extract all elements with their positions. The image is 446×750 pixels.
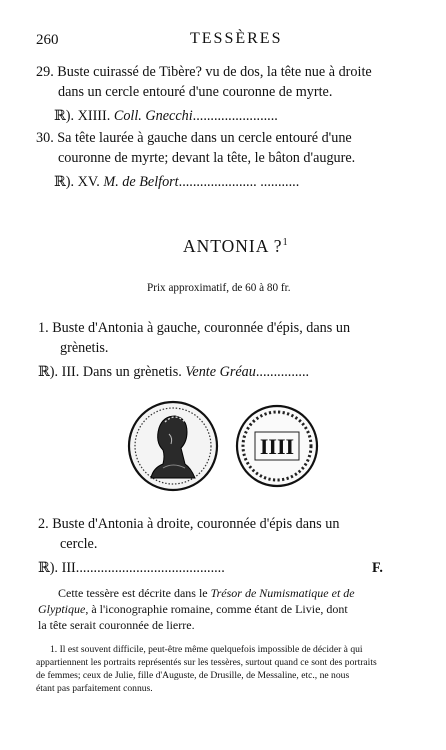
- reverse-number: III: [61, 560, 76, 576]
- item-29-line-1: [36, 64, 372, 81]
- coin-obverse: [129, 402, 217, 490]
- reverse-number: XIIII.: [77, 108, 111, 124]
- item-29-line-2: dans un cercle entouré d'une couronne de myrte.: [58, 84, 333, 100]
- footnote-line-3: de femmes; ceux de Julie, fille d'Auguste, de Drusille, de Messaline, etc., ne nous: [36, 670, 350, 681]
- item-number: 2.: [38, 516, 49, 532]
- item-text: Buste d'Antonia à gauche, couronnée d'épis, dans un: [52, 320, 351, 336]
- footnote-line-2: appartiennent les portraits représentés sur les tessères, surtout quand ce sont des portraits: [36, 657, 377, 668]
- leader-dots: ...................... ...........: [178, 174, 300, 190]
- item-number: 29.: [36, 64, 54, 80]
- item-30-reverse: [54, 174, 299, 191]
- reverse-mark: ℝ).: [54, 174, 75, 190]
- footnote-line-1: 1. Il est souvent difficile, peut-être même quelquefois impossible de décider à qui: [50, 644, 363, 655]
- note-line-1: Cette tessère est décrite dans le Trésor de Numismatique et de: [58, 586, 355, 600]
- item-29-reverse: [54, 108, 278, 125]
- coin-reverse: [237, 406, 317, 486]
- item-2-reverse: [38, 560, 225, 577]
- page-number: 260: [36, 32, 59, 48]
- item-number: 1.: [38, 320, 49, 336]
- leader-dots: ........................: [192, 108, 278, 124]
- rarity-mark: F.: [372, 560, 383, 576]
- reverse-mark: ℝ).: [38, 560, 59, 576]
- item-30-line-1: [36, 130, 352, 147]
- item-number: 30.: [36, 130, 54, 146]
- reverse-text: III. Dans un grènetis.: [61, 364, 182, 380]
- note-line-3: la tête serait couronnée de lierre.: [38, 618, 195, 632]
- item-text: Buste d'Antonia à droite, couronnée d'épis dans un: [52, 516, 340, 532]
- coin-drawing: [125, 398, 325, 494]
- item-30-line-2: couronne de myrte; devant la tête, le bâton d'augure.: [58, 150, 356, 166]
- price-line: Prix approximatif, de 60 à 80 fr.: [147, 282, 291, 294]
- reverse-owner: Vente Gréau: [185, 364, 256, 380]
- coin-reverse-text: IIII: [259, 434, 295, 459]
- leader-dots: ...............: [255, 364, 310, 380]
- reverse-mark: ℝ).: [54, 108, 75, 124]
- item-2-line-1: [38, 516, 339, 533]
- section-title: ANTONIA ?$^1$: [183, 236, 289, 256]
- coin-illustration: [125, 398, 325, 499]
- reverse-owner: M. de Belfort: [103, 174, 179, 190]
- item-1-line-2: grènetis.: [60, 340, 109, 356]
- item-text: Buste cuirassé de Tibère? vu de dos, la tête nue à droite: [57, 64, 372, 80]
- leader-dots: ..........................................: [75, 560, 225, 576]
- footnote-line-4: étant pas parfaitement connus.: [36, 683, 153, 694]
- item-2-line-2: cercle.: [60, 536, 98, 552]
- running-title: TESSÈRES: [190, 30, 283, 47]
- footnote-ref: 1: [282, 237, 289, 249]
- note-line-2: Glyptique, à l'iconographie romaine, comme étant de Livie, dont: [38, 602, 348, 616]
- reverse-number: XV.: [77, 174, 100, 190]
- reverse-owner: Coll. Gnecchi: [113, 108, 193, 124]
- item-1-line-1: [38, 320, 350, 337]
- item-1-reverse: [38, 364, 309, 381]
- item-text: Sa tête laurée à gauche dans un cercle entouré d'une: [57, 130, 352, 146]
- reverse-mark: ℝ).: [38, 364, 59, 380]
